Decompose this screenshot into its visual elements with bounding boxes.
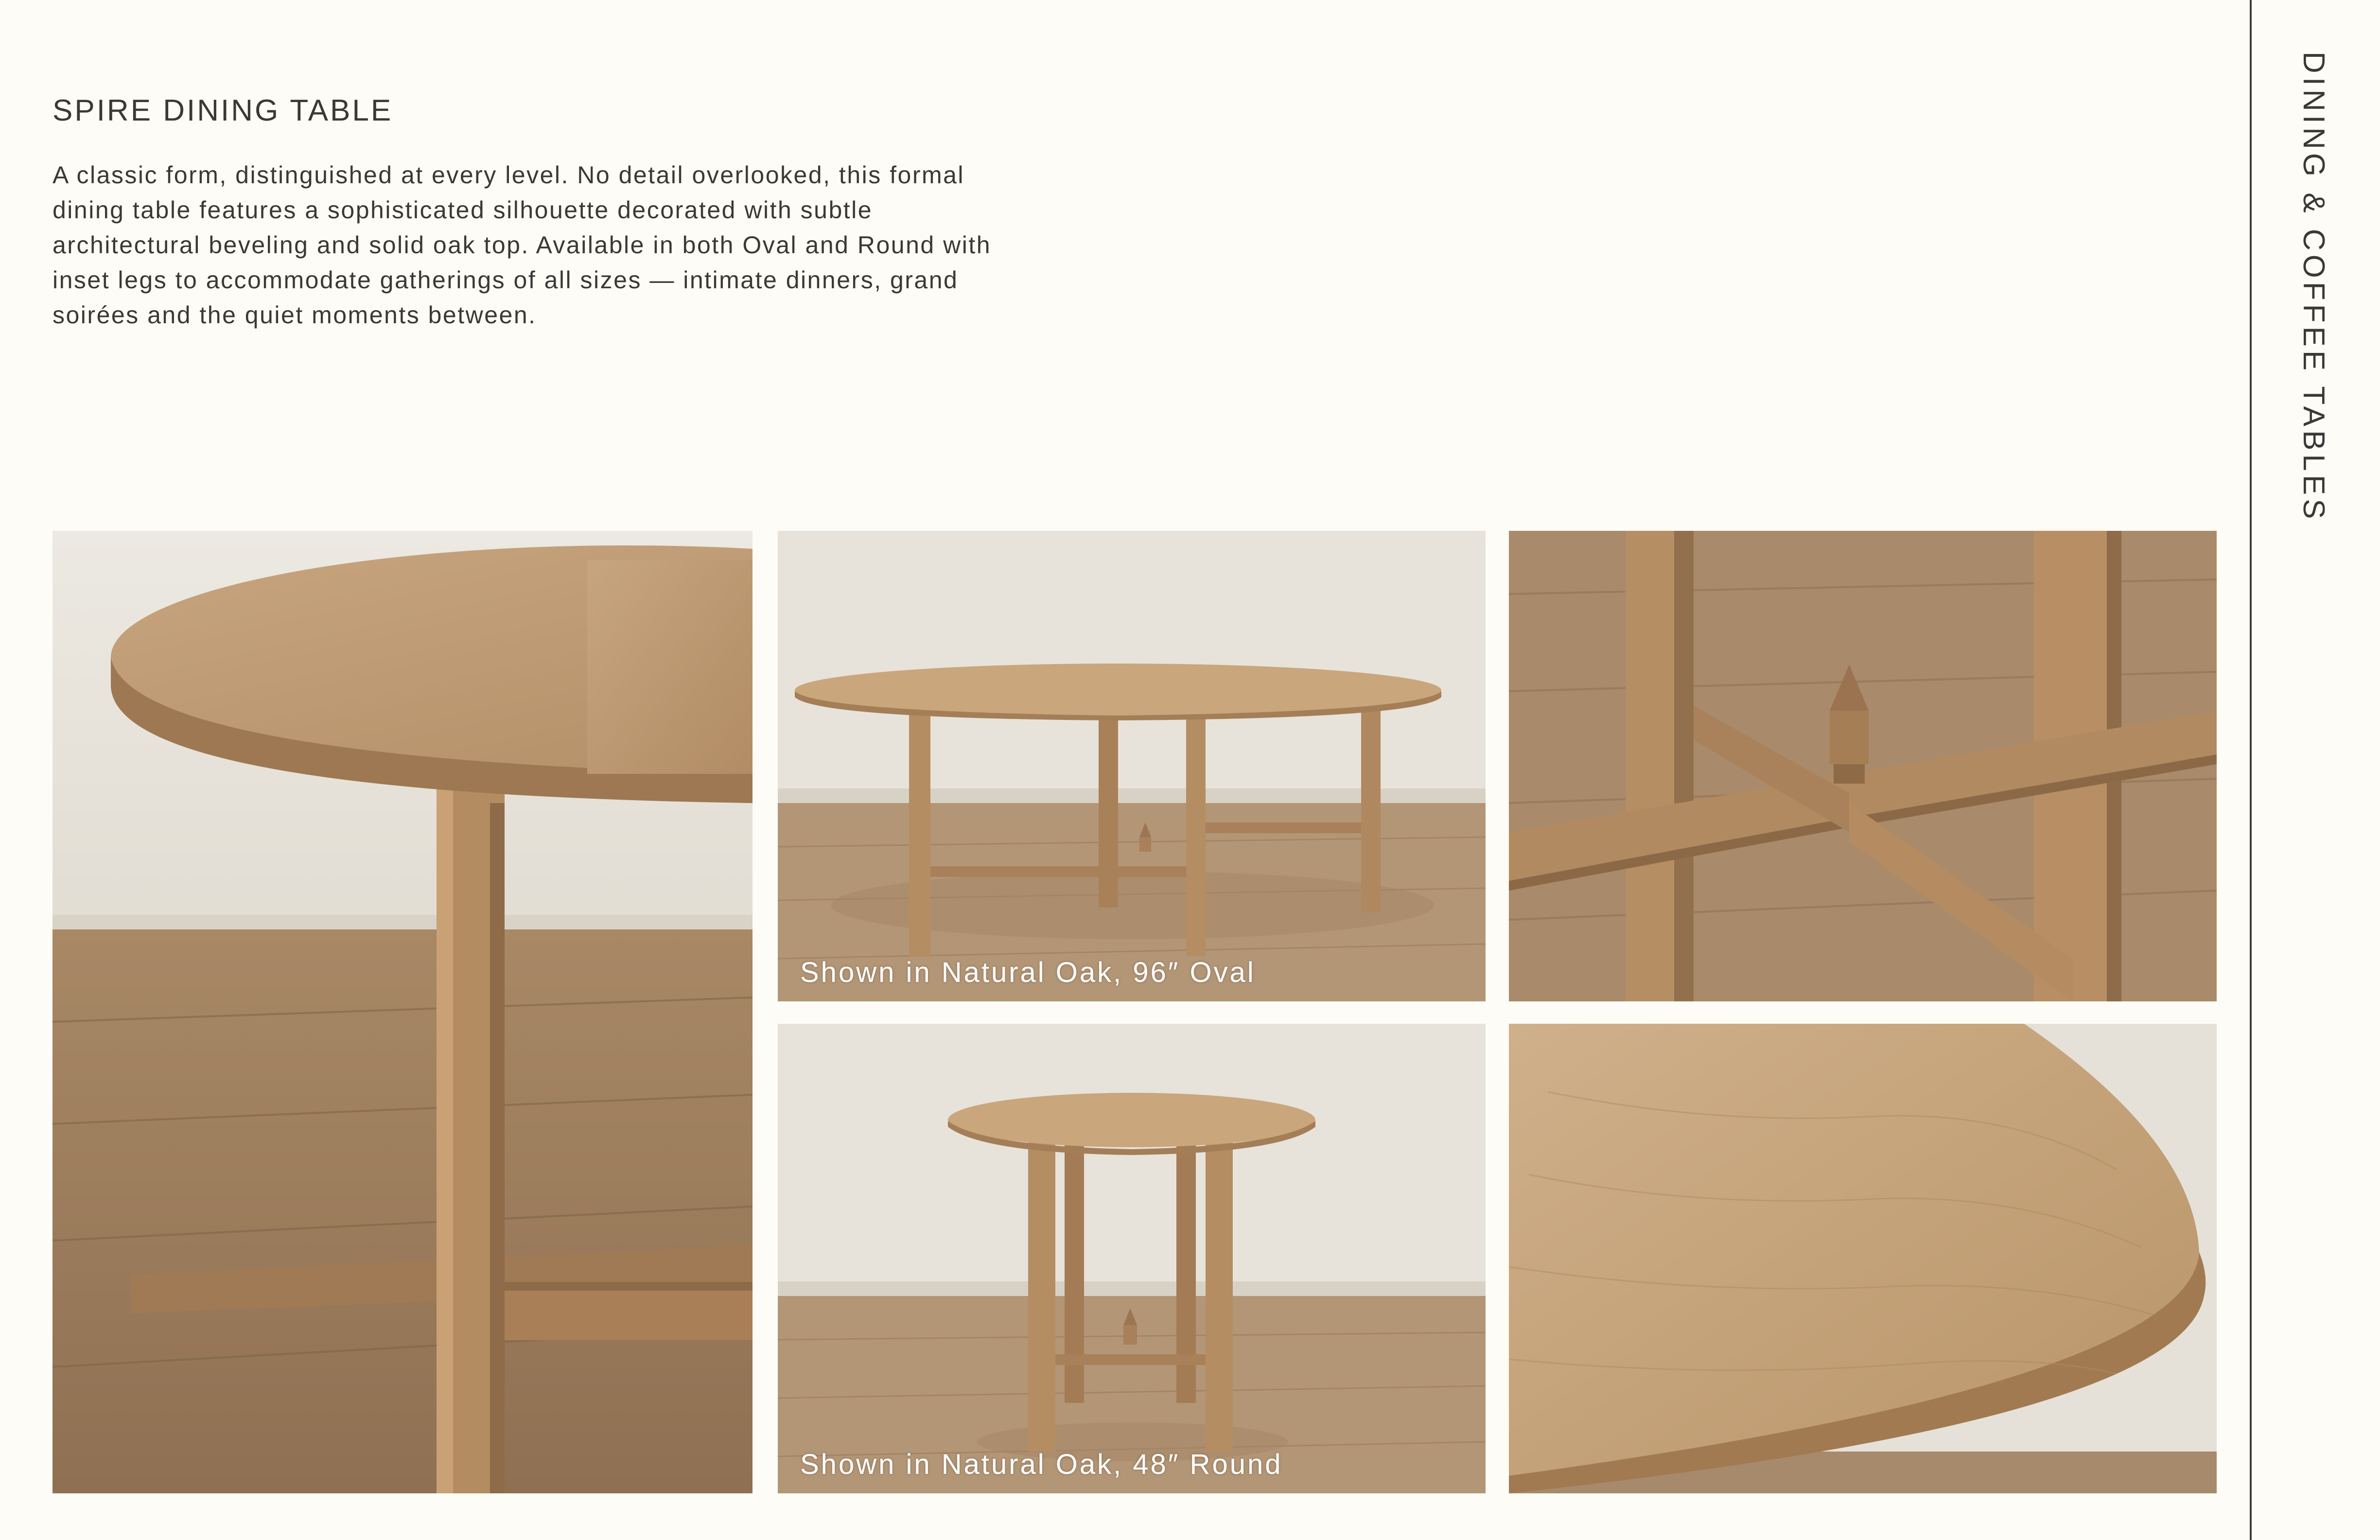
photo-caption: Shown in Natural Oak, 96″ Oval bbox=[800, 957, 1256, 988]
page-title: SPIRE DINING TABLE bbox=[52, 94, 393, 127]
photo-caption: Shown in Natural Oak, 48″ Round bbox=[800, 1449, 1283, 1480]
oval-table-image bbox=[778, 531, 1486, 1001]
tabletop-closeup-image bbox=[1509, 1024, 2217, 1493]
round-table-image bbox=[778, 1024, 1486, 1493]
photo-table-closeup bbox=[52, 531, 752, 1493]
section-label: DINING & COFFEE TABLES bbox=[2297, 52, 2330, 523]
vertical-divider bbox=[2250, 0, 2252, 1540]
photo-round-table bbox=[778, 1024, 1486, 1493]
photo-finial-closeup bbox=[1509, 531, 2217, 1001]
photo-tabletop-closeup bbox=[1509, 1024, 2217, 1493]
finial-closeup-image bbox=[1509, 531, 2217, 1001]
photo-oval-table bbox=[778, 531, 1486, 1001]
table-closeup-image bbox=[52, 531, 752, 1493]
product-description: A classic form, distinguished at every level. No detail overlooked, this formal dining table features a sophisticated silhouette decorated with subtle architectural beveling and solid oak top. Available in both Oval and Round with inset legs to accommodate gatherings of all sizes — intimate dinners, grand soirées and the quiet moments between. bbox=[52, 161, 992, 329]
